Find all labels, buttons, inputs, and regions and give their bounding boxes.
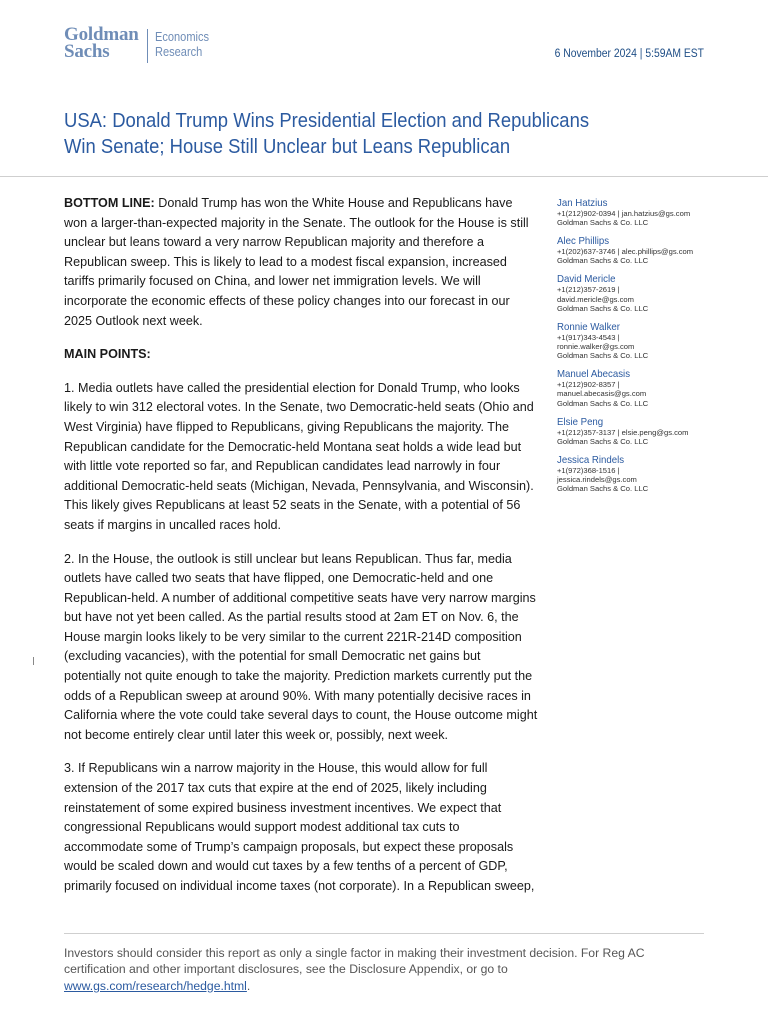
disclosure-footer: Investors should consider this report as only a single factor in making their investment decision. For Reg AC certification and other important disclosures, see the Disclosure Appendix, or go to www.gs.com/research/hedge.html. — [64, 946, 645, 993]
contact-line: +1(917)343-4543 | — [557, 332, 620, 342]
contact-line: manuel.abecasis@gs.com — [557, 389, 647, 399]
contact-name: Elsie Peng — [557, 415, 604, 428]
contact-name: Alec Phillips — [557, 235, 610, 248]
main-points-heading: MAIN POINTS: — [64, 347, 151, 362]
contact-name: Ronnie Walker — [557, 320, 621, 333]
division-name: Economics Research — [154, 29, 209, 59]
contact-line: Goldman Sachs & Co. LLC — [557, 436, 649, 446]
contact-line: ronnie.walker@gs.com — [557, 342, 635, 352]
point-3: 3. If Republicans win a narrow majority in the House, this would allow for full extension of the 2017 tax cuts that expire at the end of 2025, likely including reinstatement of some expired business investment incentives. We expect that congressional Republicans would support modest additional tax cuts to accommodate some of Trump’s campaign proposals, but expect these proposals would be scaled down and would cut taxes by a few tenths of a percent of GDP, primarily focused on individual income taxes (not corporate). In a Republican sweep, — [64, 761, 535, 893]
contact-line: +1(212)902-0394 | jan.hatzius@gs.com — [557, 209, 691, 218]
contact-jan-hatzius — [557, 197, 732, 227]
contact-line: +1(202)637-3746 | alec.phillips@gs.com — [557, 247, 694, 257]
goldman-sachs-logo — [64, 26, 218, 63]
contact-line: Goldman Sachs & Co. LLC — [557, 398, 649, 408]
contact-line: +1(212)902-8357 | — [557, 380, 620, 390]
contact-david-mericle — [557, 273, 732, 313]
bottom-line-label: BOTTOM LINE: — [64, 196, 155, 210]
logo-divider — [147, 29, 148, 63]
contact-manuel-abecasis — [557, 368, 732, 408]
contact-jessica-rindels — [557, 454, 732, 494]
contact-line: Goldman Sachs & Co. LLC — [557, 484, 649, 494]
contact-alec-phillips — [557, 235, 732, 265]
point-2: 2. In the House, the outlook is still unclear but leans Republican. Thus far, media outlets have called two seats that have flipped, one Democratic-held and one Republican-held. A number of additional competitive seats have very narrow margins but have not yet been called. As the partial results stood at 2am ET on Nov. 6, the House margin looks likely to be very similar to the current 221R-214D composition (excluding vacancies), with the potential for small Democratic net gains but potentially not quite enough to take the majority. Prediction markets currently put the odds of a Republican sweep at around 90%. With many potentially decisive races in California where the vote could take several days to count, the House outcome might not become entirely clear until later this week or, possibly, next week. — [64, 551, 538, 742]
contact-line: +1(212)357-3137 | elsie.peng@gs.com — [557, 427, 689, 437]
author-contacts — [557, 197, 732, 501]
contact-line: +1(212)357-2619 | — [557, 285, 620, 295]
contact-name: Jessica Rindels — [557, 453, 625, 466]
report-date: 6 November 2024 | 5:59AM EST — [554, 48, 704, 60]
contact-line: Goldman Sachs & Co. LLC — [557, 256, 649, 266]
bottom-line-paragraph — [64, 194, 539, 331]
contact-line: david.mericle@gs.com — [557, 294, 634, 304]
contact-line: jessica.rindels@gs.com — [557, 475, 637, 485]
contact-name: Manuel Abecasis — [557, 368, 631, 381]
contact-line: Goldman Sachs & Co. LLC — [557, 218, 649, 228]
contact-line: +1(972)368-1516 | — [557, 465, 620, 475]
point-1: 1. Media outlets have called the presidential election for Donald Trump, who looks likely to win 312 electoral votes. In the Senate, two Democratic-held seats (Ohio and West Virginia) have flipped to Republicans, giving Republicans the majority. The Republican candidate for the Democratic-held Montana seat holds a wide lead but with little vote reported so far, and Republican candidates lead narrowly in four additional Democratic-held seats (Michigan, Nevada, Pennsylvania, and Wisconsin). This likely gives Republicans at least 52 seats in the Senate, with a potential of 56 seats if margins in uncalled races hold. — [64, 380, 534, 532]
contact-line: Goldman Sachs & Co. LLC — [557, 303, 649, 313]
logo-wordmark: Goldman Sachs — [64, 24, 139, 62]
contact-name: Jan Hatzius — [557, 197, 608, 209]
disclosure-link[interactable]: www.gs.com/research/hedge.html — [64, 978, 247, 993]
bottom-line-text: Donald Trump has won the White House and Republicans have won a larger-than-expected majority in the Senate. The outlook for the House is still unclear but leans toward a very narrow Republican majority and therefore a Republican sweep. This is likely to lead to a modest fiscal expansion, increased tariffs primarily focused on China, and lower net immigration levels. We will incorporate the economic effects of these policy changes into our forecast in our 2025 Outlook next week. — [64, 196, 529, 328]
title-divider — [0, 176, 768, 177]
contact-name: David Mericle — [557, 273, 616, 286]
footer-divider — [64, 933, 704, 934]
contact-line: Goldman Sachs & Co. LLC — [557, 351, 649, 361]
disclosure-text: Investors should consider this report as only a single factor in making their investment decision. For Reg AC certification and other important disclosures, see the Disclosure Appendix, or go to — [64, 946, 645, 977]
report-body — [64, 194, 539, 911]
contact-elsie-peng — [557, 416, 732, 446]
report-title: USA: Donald Trump Wins Presidential Election and Republicans Win Senate; House Still Unclear but Leans Republican — [64, 109, 590, 158]
margin-mark — [33, 657, 34, 665]
report-header — [64, 26, 704, 70]
contact-ronnie-walker — [557, 321, 732, 361]
